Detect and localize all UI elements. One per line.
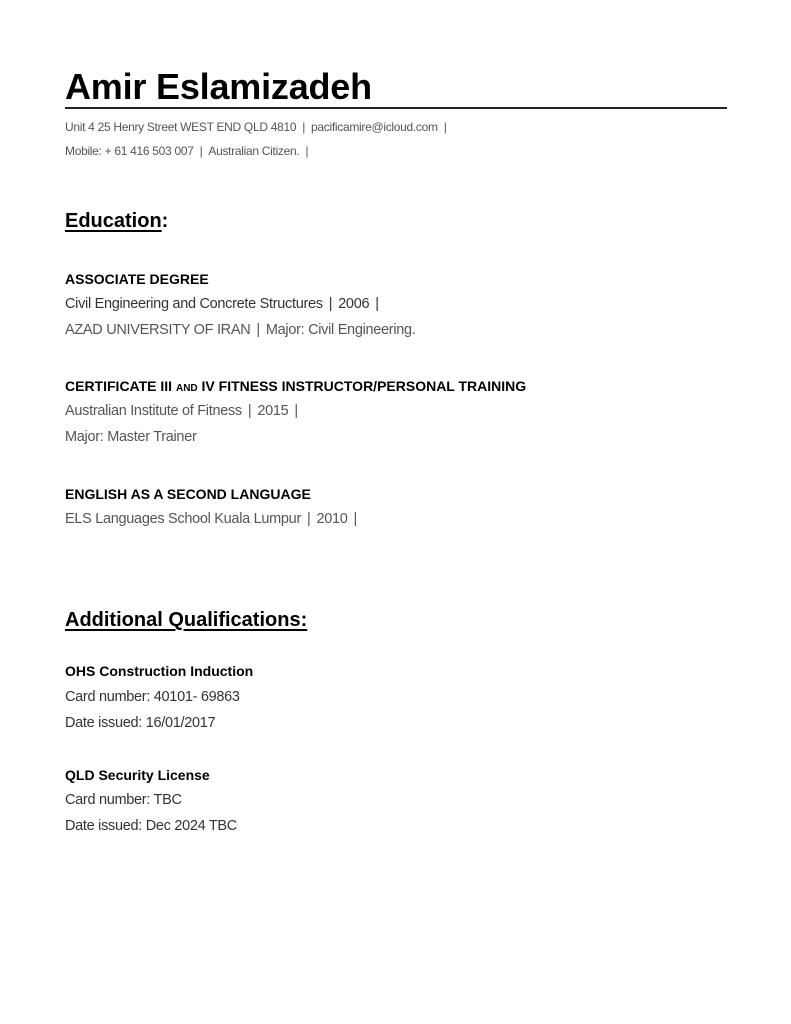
education-entry-1-heading: ASSOCIATE DEGREE — [65, 271, 209, 287]
separator: | — [302, 120, 306, 134]
separator: | — [443, 120, 447, 134]
qualifications-section-title: Additional Qualifications: — [65, 609, 308, 631]
name-underline-rule — [65, 107, 727, 109]
separator: | — [199, 144, 203, 158]
address: Unit 4 25 Henry Street WEST END QLD 4810 — [65, 120, 297, 134]
contact-line-2 — [65, 143, 314, 159]
education-entry-2-heading: CERTIFICATE III AND IV FITNESS INSTRUCTOR/PERSONAL TRAINING — [65, 378, 527, 394]
education-section-title: Education: — [65, 210, 169, 232]
qualification-entry-1-card: Card number: 40101- 69863 — [65, 689, 240, 705]
qualification-entry-1-heading: OHS Construction Induction — [65, 663, 254, 679]
education-entry-3-line-1: ELS Languages School Kuala Lumpur | 2010 | — [65, 511, 357, 527]
qualification-entry-1-date: Date issued: 16/01/2017 — [65, 715, 216, 731]
separator: | — [305, 144, 309, 158]
education-entry-2-line-2: Major: Master Trainer — [65, 429, 197, 445]
education-entry-1-line-2: AZAD UNIVERSITY OF IRAN | Major: Civil Engineering. — [65, 322, 416, 338]
qualification-entry-2-date: Date issued: Dec 2024 TBC — [65, 818, 237, 834]
citizenship: Australian Citizen. — [208, 144, 300, 158]
mobile: Mobile: + 61 416 503 007 — [65, 144, 194, 158]
contact-line-1 — [65, 119, 453, 135]
candidate-name: Amir Eslamizadeh — [65, 66, 372, 107]
education-entry-1-line-1: Civil Engineering and Concrete Structures | 2006 | — [65, 296, 379, 312]
qualification-entry-2-card: Card number: TBC — [65, 792, 182, 808]
education-entry-3-heading: ENGLISH AS A SECOND LANGUAGE — [65, 486, 311, 502]
education-entry-2-line-1: Australian Institute of Fitness | 2015 | — [65, 403, 298, 419]
email: pacificamire@icloud.com — [311, 120, 438, 134]
qualification-entry-2-heading: QLD Security License — [65, 767, 210, 783]
